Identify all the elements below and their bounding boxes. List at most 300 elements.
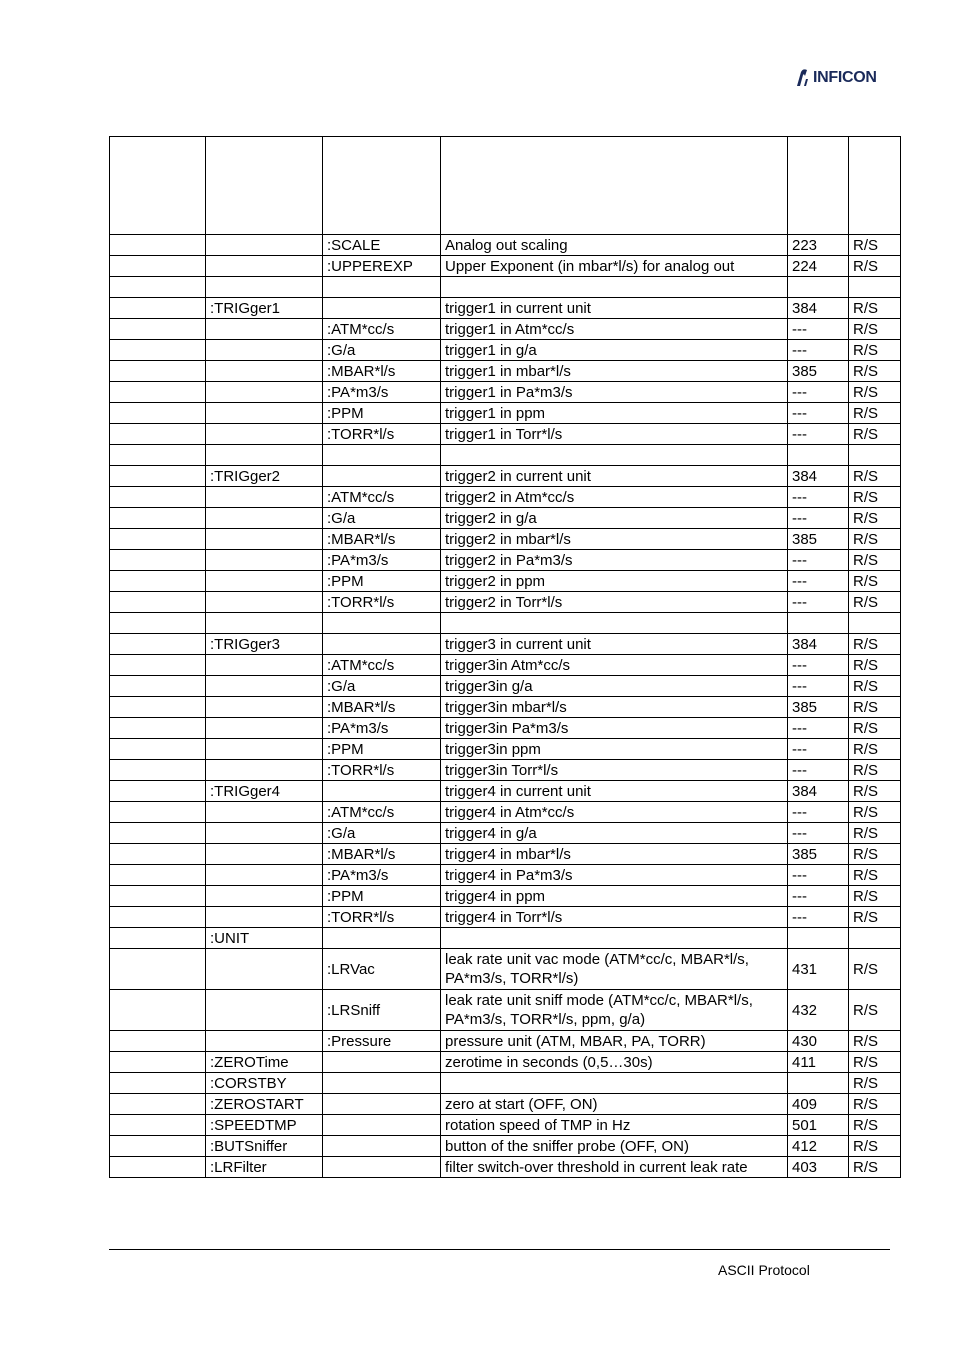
- table-cell-c4: trigger3 in current unit: [441, 634, 788, 655]
- table-row: [110, 1136, 901, 1157]
- table-cell-c1: [110, 802, 206, 823]
- table-cell-c2: [206, 655, 323, 676]
- table-cell-c4: [441, 277, 788, 298]
- table-cell-c2: :BUTSniffer: [206, 1136, 323, 1157]
- table-cell-c3: [323, 1157, 441, 1178]
- table-cell-c5: ---: [788, 571, 849, 592]
- table-cell-c6: R/S: [849, 1115, 901, 1136]
- table-cell-c6: R/S: [849, 990, 901, 1031]
- table-cell-c5: 409: [788, 1094, 849, 1115]
- table-cell-c6: R/S: [849, 382, 901, 403]
- table-cell-c5: ---: [788, 802, 849, 823]
- table-cell-c5: ---: [788, 424, 849, 445]
- table-cell-c6: R/S: [849, 802, 901, 823]
- table-cell-c1: [110, 823, 206, 844]
- table-cell-c5: 385: [788, 361, 849, 382]
- table-cell-c3: :LRVac: [323, 949, 441, 990]
- table-cell-c2: [206, 235, 323, 256]
- table-cell-c2: [206, 382, 323, 403]
- table-cell-c6: R/S: [849, 403, 901, 424]
- table-cell-c5: ---: [788, 550, 849, 571]
- table-cell-c3: :PPM: [323, 403, 441, 424]
- table-cell-c6: R/S: [849, 865, 901, 886]
- table-cell-c5: ---: [788, 823, 849, 844]
- table-cell-c4: trigger4 in mbar*l/s: [441, 844, 788, 865]
- table-row: [110, 277, 901, 298]
- table-cell-c3: :G/a: [323, 676, 441, 697]
- table-cell-c3: [323, 1052, 441, 1073]
- table-cell-c6: R/S: [849, 466, 901, 487]
- table-cell-c4: trigger1 in Pa*m3/s: [441, 382, 788, 403]
- table-cell-c1: [110, 1031, 206, 1052]
- table-cell-c4: [441, 1073, 788, 1094]
- table-cell-c3: :G/a: [323, 823, 441, 844]
- table-cell-c1: [110, 529, 206, 550]
- table-cell-c1: [110, 907, 206, 928]
- table-cell-c4: trigger1 in current unit: [441, 298, 788, 319]
- table-row: [110, 823, 901, 844]
- table-cell-c1: [110, 676, 206, 697]
- table-cell-c6: [849, 928, 901, 949]
- table-row: [110, 1115, 901, 1136]
- table-cell-c6: R/S: [849, 697, 901, 718]
- table-cell-c6: R/S: [849, 487, 901, 508]
- table-cell-c2: :TRIGger2: [206, 466, 323, 487]
- table-row: [110, 739, 901, 760]
- table-cell-c2: [206, 613, 323, 634]
- table-cell-c2: [206, 802, 323, 823]
- table-cell-c3: :SCALE: [323, 235, 441, 256]
- table-row: [110, 466, 901, 487]
- table-cell-c3: :TORR*l/s: [323, 760, 441, 781]
- table-cell-c3: :MBAR*l/s: [323, 697, 441, 718]
- table-cell-c2: :TRIGger1: [206, 298, 323, 319]
- table-cell-c4: trigger4 in g/a: [441, 823, 788, 844]
- table-cell-c4: trigger4 in ppm: [441, 886, 788, 907]
- table-cell-c5: ---: [788, 340, 849, 361]
- table-cell-c1: [110, 634, 206, 655]
- table-cell-c5: 403: [788, 1157, 849, 1178]
- table-cell-c4: leak rate unit sniff mode (ATM*cc/c, MBAR*l/s, PA*m3/s, TORR*l/s, ppm, g/a): [441, 990, 788, 1031]
- table-cell-c5: ---: [788, 508, 849, 529]
- table-row: [110, 802, 901, 823]
- table-cell-c1: [110, 1157, 206, 1178]
- table-cell-c6: R/S: [849, 319, 901, 340]
- table-cell-c1: [110, 949, 206, 990]
- table-cell-c1: [110, 1136, 206, 1157]
- table-header-row: [110, 137, 901, 235]
- table-cell-c5: 384: [788, 466, 849, 487]
- table-cell-c3: :PPM: [323, 739, 441, 760]
- table-cell-c5: [788, 1073, 849, 1094]
- table-cell-c6: R/S: [849, 781, 901, 802]
- table-cell-c2: [206, 529, 323, 550]
- table-cell-c2: [206, 340, 323, 361]
- table-cell-c5: ---: [788, 655, 849, 676]
- table-row: [110, 340, 901, 361]
- table-cell-c6: R/S: [849, 529, 901, 550]
- table-cell-c6: [849, 277, 901, 298]
- table-cell-c4: trigger3in Torr*l/s: [441, 760, 788, 781]
- table-cell-c4: [441, 613, 788, 634]
- table-cell-c6: R/S: [849, 949, 901, 990]
- table-row: [110, 298, 901, 319]
- table-cell-c5: 385: [788, 844, 849, 865]
- table-cell-c6: R/S: [849, 823, 901, 844]
- table-row: [110, 487, 901, 508]
- command-table: [109, 136, 901, 1178]
- table-cell-c4: leak rate unit vac mode (ATM*cc/c, MBAR*l/s, PA*m3/s, TORR*l/s): [441, 949, 788, 990]
- table-cell-c4: trigger1 in g/a: [441, 340, 788, 361]
- table-cell-c4: trigger2 in Torr*l/s: [441, 592, 788, 613]
- table-cell-c2: [206, 1031, 323, 1052]
- table-cell-c3: :PA*m3/s: [323, 550, 441, 571]
- table-cell-c4: [441, 928, 788, 949]
- table-row: [110, 550, 901, 571]
- table-cell-c2: [206, 760, 323, 781]
- footer-label: ASCII Protocol: [718, 1262, 810, 1278]
- table-cell-c2: [206, 508, 323, 529]
- table-cell-c6: [849, 445, 901, 466]
- table-cell-c1: [110, 277, 206, 298]
- table-cell-c4: trigger1 in Atm*cc/s: [441, 319, 788, 340]
- table-cell-c4: trigger3in g/a: [441, 676, 788, 697]
- table-cell-c6: R/S: [849, 592, 901, 613]
- table-cell-c4: trigger4 in Torr*l/s: [441, 907, 788, 928]
- table-cell-c5: ---: [788, 403, 849, 424]
- table-row: [110, 697, 901, 718]
- table-row: [110, 571, 901, 592]
- table-cell-c6: R/S: [849, 361, 901, 382]
- table-cell-c2: [206, 277, 323, 298]
- table-cell-c6: R/S: [849, 655, 901, 676]
- table-cell-c5: 224: [788, 256, 849, 277]
- table-cell-c2: :CORSTBY: [206, 1073, 323, 1094]
- table-cell-c5: ---: [788, 382, 849, 403]
- table-cell-c5: 432: [788, 990, 849, 1031]
- table-cell-c3: :TORR*l/s: [323, 592, 441, 613]
- table-cell-c4: Analog out scaling: [441, 235, 788, 256]
- table-cell-c3: [323, 1073, 441, 1094]
- table-cell-c6: R/S: [849, 256, 901, 277]
- table-cell-c1: [110, 697, 206, 718]
- table-row: [110, 256, 901, 277]
- table-cell-c4: trigger1 in Torr*l/s: [441, 424, 788, 445]
- table-cell-c1: [110, 403, 206, 424]
- table-cell-c1: [110, 256, 206, 277]
- table-cell-c3: :PA*m3/s: [323, 382, 441, 403]
- table-cell-c5: ---: [788, 718, 849, 739]
- table-cell-c5: 384: [788, 781, 849, 802]
- header-cell: [323, 137, 441, 235]
- table-cell-c3: :PA*m3/s: [323, 865, 441, 886]
- inficon-logo-icon: [795, 68, 811, 88]
- table-cell-c2: [206, 886, 323, 907]
- table-cell-c3: [323, 781, 441, 802]
- table-cell-c6: R/S: [849, 1094, 901, 1115]
- table-cell-c1: [110, 1115, 206, 1136]
- table-row: [110, 676, 901, 697]
- table-cell-c4: trigger1 in mbar*l/s: [441, 361, 788, 382]
- table-cell-c4: trigger1 in ppm: [441, 403, 788, 424]
- table-cell-c1: [110, 340, 206, 361]
- table-row: [110, 844, 901, 865]
- header-cell: [110, 137, 206, 235]
- table-cell-c1: [110, 655, 206, 676]
- table-cell-c3: [323, 634, 441, 655]
- table-row: [110, 319, 901, 340]
- table-cell-c1: [110, 1094, 206, 1115]
- table-cell-c2: [206, 592, 323, 613]
- table-row: [110, 865, 901, 886]
- table-cell-c4: trigger4 in Atm*cc/s: [441, 802, 788, 823]
- logo-text: INFICON: [813, 69, 877, 86]
- table-cell-c4: zerotime in seconds (0,5…30s): [441, 1052, 788, 1073]
- table-row: [110, 1094, 901, 1115]
- header-cell: [206, 137, 323, 235]
- table-cell-c3: :G/a: [323, 508, 441, 529]
- table-cell-c2: [206, 571, 323, 592]
- table-cell-c2: :UNIT: [206, 928, 323, 949]
- table-cell-c3: :G/a: [323, 340, 441, 361]
- table-row: [110, 613, 901, 634]
- table-cell-c2: [206, 403, 323, 424]
- table-row: [110, 529, 901, 550]
- table-cell-c3: :TORR*l/s: [323, 907, 441, 928]
- table-cell-c2: [206, 865, 323, 886]
- table-cell-c2: :LRFilter: [206, 1157, 323, 1178]
- table-cell-c1: [110, 550, 206, 571]
- table-row: [110, 634, 901, 655]
- table-cell-c1: [110, 508, 206, 529]
- table-cell-c2: [206, 361, 323, 382]
- table-row: [110, 382, 901, 403]
- table-cell-c2: [206, 319, 323, 340]
- table-row: [110, 655, 901, 676]
- table-cell-c2: [206, 697, 323, 718]
- table-row: [110, 990, 901, 1031]
- table-cell-c1: [110, 760, 206, 781]
- table-cell-c3: :ATM*cc/s: [323, 655, 441, 676]
- table-cell-c5: 431: [788, 949, 849, 990]
- table-cell-c6: [849, 613, 901, 634]
- table-cell-c6: R/S: [849, 739, 901, 760]
- header-cell: [849, 137, 901, 235]
- table-cell-c3: [323, 1094, 441, 1115]
- table-cell-c3: [323, 445, 441, 466]
- table-cell-c1: [110, 298, 206, 319]
- table-cell-c2: [206, 445, 323, 466]
- table-cell-c6: R/S: [849, 298, 901, 319]
- table-cell-c4: trigger3in Pa*m3/s: [441, 718, 788, 739]
- table-cell-c3: :TORR*l/s: [323, 424, 441, 445]
- table-cell-c4: trigger2 in mbar*l/s: [441, 529, 788, 550]
- table-cell-c4: [441, 445, 788, 466]
- table-cell-c5: [788, 928, 849, 949]
- table-cell-c6: R/S: [849, 1073, 901, 1094]
- table-cell-c6: R/S: [849, 1052, 901, 1073]
- table-cell-c3: :MBAR*l/s: [323, 529, 441, 550]
- table-cell-c4: filter switch-over threshold in current leak rate: [441, 1157, 788, 1178]
- table-row: [110, 718, 901, 739]
- table-cell-c6: R/S: [849, 550, 901, 571]
- table-cell-c5: 412: [788, 1136, 849, 1157]
- table-row: [110, 1157, 901, 1178]
- inficon-logo: [795, 66, 877, 90]
- table-cell-c5: ---: [788, 760, 849, 781]
- table-cell-c5: 501: [788, 1115, 849, 1136]
- table-cell-c6: R/S: [849, 1031, 901, 1052]
- table-cell-c5: 384: [788, 298, 849, 319]
- table-row: [110, 907, 901, 928]
- table-row: [110, 760, 901, 781]
- table-cell-c1: [110, 592, 206, 613]
- table-cell-c5: 430: [788, 1031, 849, 1052]
- table-cell-c5: 385: [788, 529, 849, 550]
- footer-divider: [109, 1249, 890, 1250]
- table-row: [110, 445, 901, 466]
- table-cell-c3: [323, 613, 441, 634]
- table-cell-c4: trigger2 in current unit: [441, 466, 788, 487]
- table-cell-c6: R/S: [849, 676, 901, 697]
- table-cell-c3: :PPM: [323, 571, 441, 592]
- table-cell-c1: [110, 361, 206, 382]
- table-cell-c3: [323, 466, 441, 487]
- table-cell-c5: [788, 613, 849, 634]
- table-cell-c3: [323, 1136, 441, 1157]
- table-cell-c6: R/S: [849, 424, 901, 445]
- table-cell-c3: :Pressure: [323, 1031, 441, 1052]
- table-cell-c1: [110, 990, 206, 1031]
- table-cell-c5: ---: [788, 886, 849, 907]
- table-cell-c3: :ATM*cc/s: [323, 802, 441, 823]
- table-cell-c2: :SPEEDTMP: [206, 1115, 323, 1136]
- table-cell-c5: [788, 445, 849, 466]
- table-cell-c6: R/S: [849, 235, 901, 256]
- table-cell-c2: [206, 907, 323, 928]
- table-cell-c4: button of the sniffer probe (OFF, ON): [441, 1136, 788, 1157]
- table-cell-c2: [206, 487, 323, 508]
- table-cell-c1: [110, 781, 206, 802]
- table-cell-c2: [206, 676, 323, 697]
- table-cell-c1: [110, 739, 206, 760]
- table-cell-c6: R/S: [849, 1136, 901, 1157]
- table-cell-c5: 384: [788, 634, 849, 655]
- table-cell-c4: trigger3in ppm: [441, 739, 788, 760]
- header-cell: [441, 137, 788, 235]
- table-cell-c1: [110, 1073, 206, 1094]
- table-cell-c6: R/S: [849, 1157, 901, 1178]
- table-cell-c4: trigger2 in Pa*m3/s: [441, 550, 788, 571]
- table-cell-c2: [206, 990, 323, 1031]
- table-cell-c1: [110, 613, 206, 634]
- table-cell-c5: ---: [788, 319, 849, 340]
- table-cell-c3: :ATM*cc/s: [323, 319, 441, 340]
- table-cell-c2: [206, 844, 323, 865]
- table-cell-c4: trigger3in mbar*l/s: [441, 697, 788, 718]
- table-cell-c5: ---: [788, 487, 849, 508]
- command-table-body: [110, 137, 901, 1178]
- table-cell-c5: 223: [788, 235, 849, 256]
- table-cell-c3: :PA*m3/s: [323, 718, 441, 739]
- header-cell: [788, 137, 849, 235]
- table-row: [110, 424, 901, 445]
- table-cell-c6: R/S: [849, 718, 901, 739]
- table-cell-c2: :ZEROTime: [206, 1052, 323, 1073]
- table-cell-c5: ---: [788, 739, 849, 760]
- table-cell-c3: :LRSniff: [323, 990, 441, 1031]
- table-row: [110, 949, 901, 990]
- table-cell-c2: :ZEROSTART: [206, 1094, 323, 1115]
- table-cell-c6: R/S: [849, 571, 901, 592]
- table-cell-c2: :TRIGger4: [206, 781, 323, 802]
- table-row: [110, 886, 901, 907]
- table-row: [110, 592, 901, 613]
- table-cell-c4: Upper Exponent (in mbar*l/s) for analog out: [441, 256, 788, 277]
- table-cell-c4: trigger2 in Atm*cc/s: [441, 487, 788, 508]
- table-cell-c1: [110, 1052, 206, 1073]
- table-cell-c1: [110, 571, 206, 592]
- table-cell-c1: [110, 445, 206, 466]
- table-cell-c5: ---: [788, 592, 849, 613]
- table-cell-c4: rotation speed of TMP in Hz: [441, 1115, 788, 1136]
- table-cell-c6: R/S: [849, 907, 901, 928]
- table-cell-c6: R/S: [849, 760, 901, 781]
- table-row: [110, 781, 901, 802]
- table-cell-c1: [110, 319, 206, 340]
- table-cell-c4: zero at start (OFF, ON): [441, 1094, 788, 1115]
- table-cell-c2: [206, 550, 323, 571]
- table-cell-c4: pressure unit (ATM, MBAR, PA, TORR): [441, 1031, 788, 1052]
- table-cell-c2: [206, 256, 323, 277]
- table-row: [110, 508, 901, 529]
- table-cell-c3: :PPM: [323, 886, 441, 907]
- table-cell-c3: :MBAR*l/s: [323, 844, 441, 865]
- table-cell-c5: ---: [788, 907, 849, 928]
- table-cell-c3: [323, 298, 441, 319]
- table-cell-c3: [323, 1115, 441, 1136]
- table-cell-c5: ---: [788, 676, 849, 697]
- table-cell-c1: [110, 424, 206, 445]
- table-row: [110, 1052, 901, 1073]
- table-cell-c5: [788, 277, 849, 298]
- table-cell-c2: [206, 823, 323, 844]
- table-cell-c1: [110, 382, 206, 403]
- table-cell-c3: [323, 928, 441, 949]
- table-cell-c1: [110, 844, 206, 865]
- table-cell-c1: [110, 235, 206, 256]
- table-cell-c2: [206, 739, 323, 760]
- table-cell-c4: trigger3in Atm*cc/s: [441, 655, 788, 676]
- table-cell-c5: 385: [788, 697, 849, 718]
- table-cell-c2: [206, 949, 323, 990]
- table-cell-c1: [110, 718, 206, 739]
- table-cell-c1: [110, 928, 206, 949]
- table-cell-c5: 411: [788, 1052, 849, 1073]
- table-cell-c1: [110, 466, 206, 487]
- table-row: [110, 361, 901, 382]
- table-cell-c4: trigger4 in current unit: [441, 781, 788, 802]
- table-cell-c4: trigger4 in Pa*m3/s: [441, 865, 788, 886]
- table-row: [110, 235, 901, 256]
- table-cell-c1: [110, 487, 206, 508]
- table-cell-c3: [323, 277, 441, 298]
- table-cell-c6: R/S: [849, 634, 901, 655]
- table-cell-c4: trigger2 in g/a: [441, 508, 788, 529]
- table-cell-c3: :ATM*cc/s: [323, 487, 441, 508]
- table-row: [110, 403, 901, 424]
- table-row: [110, 1073, 901, 1094]
